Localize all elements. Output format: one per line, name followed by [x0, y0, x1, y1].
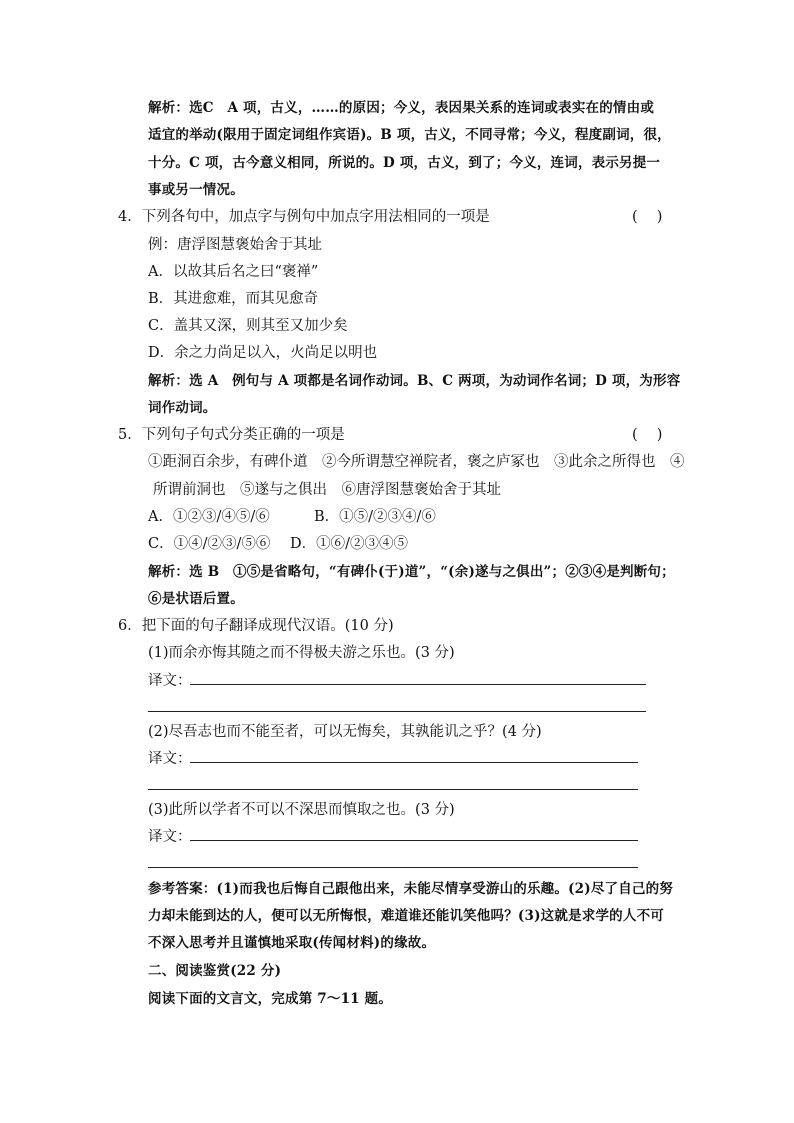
q6-stem: 6．把下面的句子翻译成现代汉语。(10 分): [118, 618, 394, 634]
q5-analysis-line-1: 解析：选 B ①⑤是省略句，“有碑仆(于)道”，“(余)遂与之俱出”；②③④是判断句；: [148, 564, 675, 580]
q6-answer-line-3b[interactable]: [148, 867, 638, 868]
q5-option-c[interactable]: C．①④/②③/⑤⑥: [148, 536, 271, 552]
q3-analysis-line-3: 十分。C 项，古今意义相同，所说的。D 项，古义，到了；今义，连词，表示另提一: [148, 155, 661, 171]
q6-answer-line-1a[interactable]: [190, 684, 646, 685]
q4-option-d[interactable]: D．余之力尚足以入，火尚足以明也: [148, 345, 378, 361]
q6-sentence-1: (1)而余亦悔其随之而不得极夫游之乐也。(3 分): [148, 645, 455, 661]
q5-analysis-line-2: ⑥是状语后置。: [148, 591, 244, 607]
q3-analysis-line-4: 事或另一情况。: [148, 182, 244, 198]
q4-option-c[interactable]: C．盖其又深，则其至又加少矣: [148, 318, 348, 334]
q6-answer-line-2b[interactable]: [148, 789, 638, 790]
q6-answer-line-2a[interactable]: [190, 762, 638, 763]
q4-analysis-line-2: 词作动词。: [148, 400, 217, 416]
q3-analysis-line-2: 适宜的举动(限用于固定词组作宾语)。B 项，古义，不同寻常；今义，程度副词，很，: [148, 127, 671, 143]
q6-answer-line-3a[interactable]: [190, 840, 638, 841]
q6-translation-label-2: 译文：: [148, 751, 192, 767]
section-2-instruction: 阅读下面的文言文，完成第 7～11 题。: [148, 991, 393, 1007]
q4-option-b[interactable]: B．其进愈难，而其见愈奇: [148, 291, 319, 307]
q4-example: 例：唐浮图慧褒始舍于其址: [148, 237, 322, 253]
reference-answer-line-1: 参考答案：(1)而我也后悔自己跟他出来，未能尽情享受游山的乐趣。(2)尽了自己的努: [148, 881, 674, 897]
q5-option-b[interactable]: B．①⑤/②③④/⑥: [314, 509, 436, 525]
reference-answer-line-2: 力却未能到达的人，便可以无所悔恨，难道谁还能讥笑他吗？(3)这就是求学的人不可: [148, 908, 664, 924]
q4-stem: 4．下列各句中，加点字与例句中加点字用法相同的一项是: [118, 209, 490, 225]
q6-sentence-2: (2)尽吾志也而不能至者，可以无悔矣，其孰能讥之乎？(4 分): [148, 724, 542, 740]
reference-answer-line-3: 不深入思考并且谨慎地采取(传闻材料)的缘故。: [148, 935, 436, 951]
q5-items-line-2: 所谓前洞也 ⑤遂与之俱出 ⑥唐浮图慧褒始舍于其址: [153, 482, 501, 498]
q3-analysis-line-1: 解析：选C A 项，古义，……的原因；今义，表因果关系的连词或表实在的情由或: [148, 100, 655, 116]
q6-sentence-3: (3)此所以学者不可以不深思而慎取之也。(3 分): [148, 802, 455, 818]
q4-answer-parenthesis[interactable]: ( ): [632, 209, 663, 225]
q6-translation-label-1: 译文：: [148, 673, 192, 689]
q6-translation-label-3: 译文：: [148, 829, 192, 845]
q5-items-line-1: ①距洞百余步，有碑仆道 ②今所谓慧空禅院者，褒之庐冢也 ③此余之所得也 ④: [148, 454, 685, 470]
q5-stem: 5．下列句子句式分类正确的一项是: [118, 427, 345, 443]
q5-option-d[interactable]: D．①⑥/②③④⑤: [290, 536, 409, 552]
q4-option-a[interactable]: A．以故其后名之曰“褒禅”: [148, 264, 319, 280]
q5-answer-parenthesis[interactable]: ( ): [632, 427, 663, 443]
q4-analysis-line-1: 解析：选 A 例句与 A 项都是名词作动词。B、C 两项，为动词作名词；D 项，为形容: [148, 373, 681, 389]
section-2-title: 二、阅读鉴赏(22 分): [148, 963, 282, 979]
q5-option-a[interactable]: A．①②③/④⑤/⑥: [148, 509, 270, 525]
q6-answer-line-1b[interactable]: [148, 711, 646, 712]
